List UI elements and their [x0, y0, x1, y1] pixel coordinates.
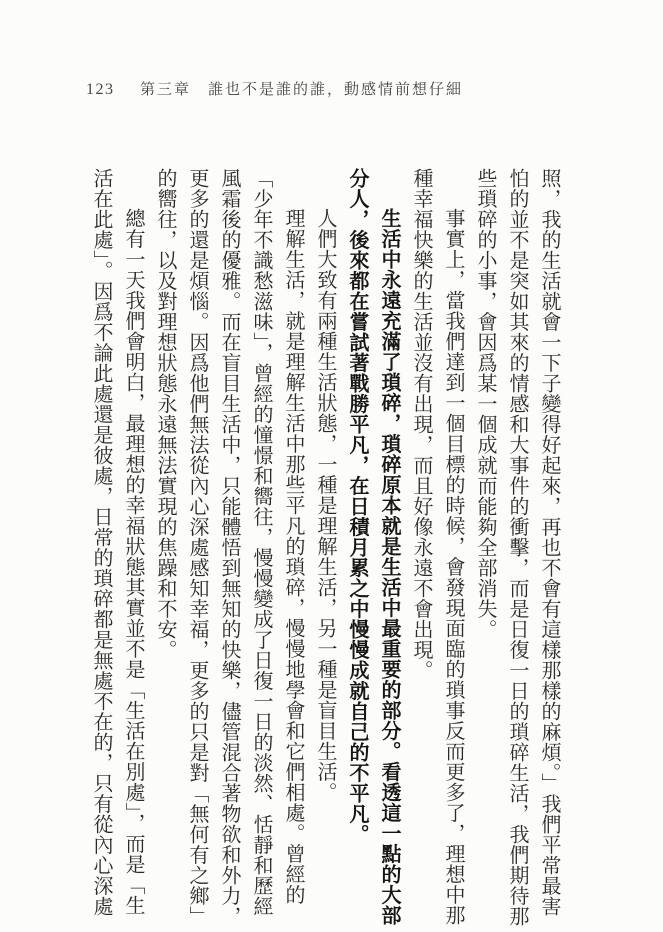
page-number: 123: [86, 81, 115, 98]
chapter-title: 第三章 誰也不是誰的誰，動感情前想仔細: [140, 82, 464, 98]
paragraph-continuation: 照，我的生活就會一下子變得好起來，再也不會有這樣那樣的麻煩。」我們平常最害怕的並不是突如其來的情感和大事件的衝擊，而是日復一日的瑣碎生活，我們期待那些瑣碎的小事，會因爲某一個成就而能夠全部消失。: [474, 168, 560, 927]
paragraph: 總有一天我們會明白，最理想的幸福狀態其實並不是「生活在別處」，而是「生活在此處」。因爲不論此處還是彼處，日常的瑣碎都是無處不在的，只有從內心深處: [90, 168, 144, 917]
page-header: [86, 78, 463, 99]
paragraph: 理解生活，就是理解生活中那些平凡的瑣碎，慢慢地學會和它們相處。曾經的「少年不識愁滋味」，曾經的憧憬和嚮往，慢慢變成了日復一日的淡然、恬靜和歷經風霜後的優雅。而在盲目生活中，只能體悟到無知的快樂，儘管混合著物欲和外力，更多的還是煩惱。因爲他們無法從內心深處感知幸福，更多的只是對「無何有之鄉」的嚮往，以及對理想狀態永遠無法實現的焦躁和不安。: [154, 168, 304, 927]
paragraph: 事實上，當我們達到一個目標的時候，會發現面臨的瑣事反而更多了，理想中那種幸福快樂的生活並沒有出現，而且好像永遠不會出現。: [410, 168, 464, 926]
paragraph-emphasis-bold: 生活中永遠充滿了瑣碎，瑣碎原本就是生活中最重要的部分。看透這一點的大部分人，後來都在嘗試著戰勝平凡，在日積月累之中慢慢成就自己的不平凡。: [346, 168, 400, 926]
paragraph: 人們大致有兩種生活狀態，一種是理解生活，另一種是盲目生活。: [314, 208, 336, 803]
body-text-block: [85, 168, 565, 928]
